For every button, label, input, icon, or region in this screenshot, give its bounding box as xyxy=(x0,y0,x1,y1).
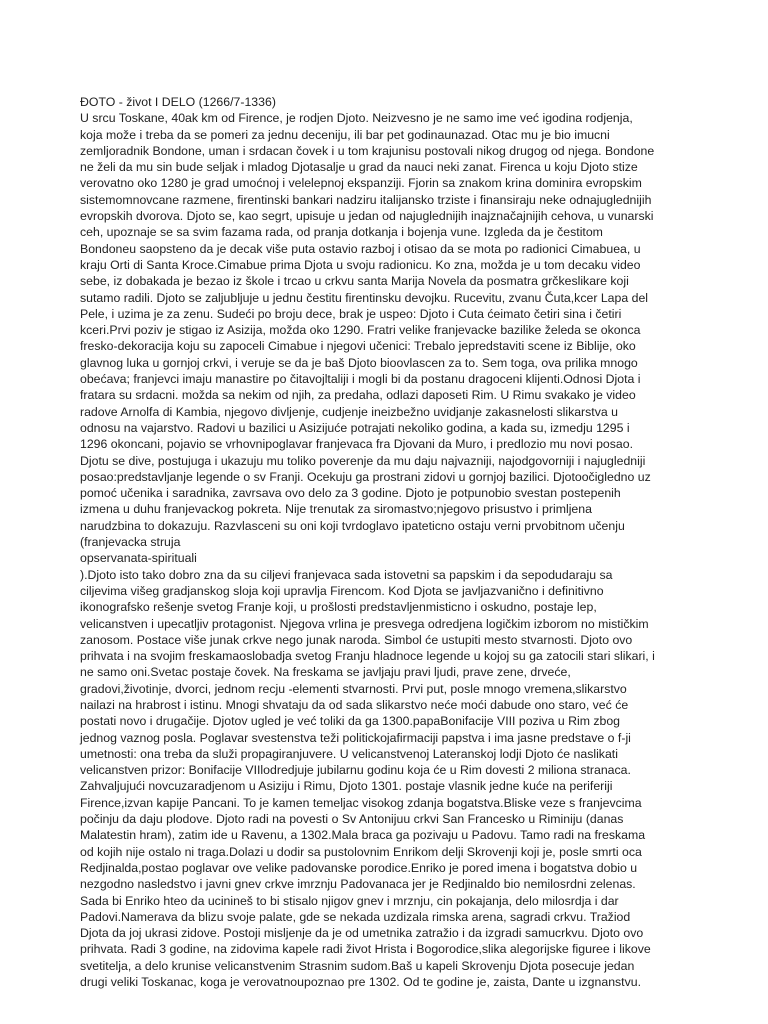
text-line: U srcu Toskane, 40ak km od Firence, je rodjen Djoto. Neizvesno je ne samo ime već igodina rodjenja, xyxy=(80,111,633,126)
text-line: nailazi na hrabrost i istinu. Mnogi shvataju da od sada slikarstvo neće moći dabude ono staro, već će xyxy=(80,697,629,712)
text-line: ceh, upoznaje se sa svim fazama rada, od pranja dotkanja i bojenja vune. Izgleda da je čestitom xyxy=(80,225,603,240)
text-line: Pele, i uzima je za zenu. Sudeći po broju dece, brak je uspeo: Djoto i Cuta ćeimato četiri sina i četiri xyxy=(80,306,622,321)
text-line: zemljoradnik Bondone, uman i srdacan čovek i u tom krajunisu postovali nikog drugog od njega. Bondone xyxy=(80,143,655,158)
text-line: velicanstven i upecatljiv protagonist. Njegova vrlina je presvega odredjena logičkim izborom no mističkim xyxy=(80,616,649,631)
text-line: velicanstven prizor: Bonifacije VIIlodredjuje jubilarnu godinu koja će u Rim dovesti 2 miliona stranaca. xyxy=(80,763,631,778)
text-line: sebe, iz dobakada je bezao iz škole i trcao u crkvu santa Marija Novela da posmatra grčkeslikare koji xyxy=(80,274,629,289)
text-line: Firence,izvan kapije Pancani. To je kamen temeljac visokog zdanja bogatstva.Bliske veze s franjevcima xyxy=(80,795,642,810)
text-line: kraju Orti di Santa Kroce.Cimabue prima Djota u svoju radionicu. Ko zna, možda je u tom decaku video xyxy=(80,257,641,272)
text-line: Zahvaljujući novcuzaradjenom u Asiziju i Rimu, Djoto 1301. postaje vlasnik jedne kuće na periferiji xyxy=(80,779,613,794)
document-title: ĐOTO - život I DELO (1266/7-1336) xyxy=(80,95,276,109)
text-line: opservanata-spirituali xyxy=(80,551,197,566)
text-line: izmena u duhu franjevackog pokreta. Nije trenutak za siromastvo;njegovo prisustvo i primljena xyxy=(80,502,592,517)
text-line: umetnosti: ona treba da služi propagiranjuvere. U velicanstvenoj Lateranskoj lodji Djoto će naslikati xyxy=(80,746,618,761)
text-line: gradovi,životinje, dvorci, jednom recju -elementi stvarnosti. Prvi put, posle mnogo vremena,slikarstvo xyxy=(80,681,627,696)
text-line: Bondoneu saopsteno da je decak više puta ostavio razboj i otisao da se mota po radionici Cimabuea, u xyxy=(80,241,641,256)
text-line: svetitelja, a delo krunise velicanstvenim Strasnim sudom.Baš u kapeli Skrovenju Djota posecuje jedan xyxy=(80,958,635,973)
text-line: radove Arnolfa di Kambia, njegovo divljenje, cudjenje ineizbežno uvidjanje zakasnelosti slikarstva u xyxy=(80,404,618,419)
text-line: počinju da daju plodove. Djoto radi na povesti o Sv Antonijuu crkvi San Francesko u Riminiju (danas xyxy=(80,812,624,827)
text-line: postati novo i drugačije. Djotov ugled je već toliki da ga 1300.papaBonifacije VIII poziva u Rim zbog xyxy=(80,714,621,729)
text-line: prihvata i na svojim freskamaoslobadja svetog Franju hladnoce legende u kojoj su ga zatocili stari slikari, i xyxy=(80,649,655,664)
text-line: verovatno oko 1280 je grad umoćnoj i velelepnoj ekspanziji. Fjorin sa znakom krina dominira evropskim xyxy=(80,176,642,191)
text-line: Djotu se dive, postujuga i ukazuju mu toliko poverenje da mu daju najvazniji, najodgovorniji i najugledniji xyxy=(80,453,646,468)
text-line: koja može i treba da se pomeri za jednu deceniju, ili bar pet godinaunazad. Otac mu je bio imucni xyxy=(80,127,610,142)
text-line: Redjinalda,postao poglavar ove velike padovanske porodice.Enriko je pored imena i bogatstva dobio u xyxy=(80,860,638,875)
text-line: ne želi da mu sin bude seljak i mladog Djotasalje u grad da nauci neki zanat. Firenca u koju Djoto stize xyxy=(80,160,638,175)
text-line: Padovi.Namerava da blizu svoje palate, gde se nekada uzdizala rimska arena, sagradi crkvu. Tražiod xyxy=(80,909,631,924)
document-page xyxy=(80,94,680,990)
text-line: ).Djoto isto tako dobro zna da su ciljevi franjevaca sada istovetni sa papskim i da sepodudaraju sa xyxy=(80,567,613,582)
text-line: kceri.Prvi poziv je stigao iz Asizija, možda oko 1290. Fratri velike franjevacke bazilike želeda se okonca xyxy=(80,323,641,338)
text-line: ne samo oni.Svetac postaje čovek. Na freskama se javljaju pravi ljudi, prave zene, drveće, xyxy=(80,665,571,680)
text-line: jednog vaznog posla. Poglavar svestenstva teži politickojafirmaciji papstva i ima jasne predstave o f-ji xyxy=(80,730,631,745)
text-line: obećava; franjevci imaju manastire po čitavojltaliji i mogli bi da postanu dragoceni klijenti.Odnosi Djota i xyxy=(80,372,641,387)
text-line: posao:predstavljanje legende o sv Franji. Ocekuju ga prostrani zidovi u gornjoj bazilici. Djotoočigledno uz xyxy=(80,469,651,484)
text-line: drugi veliki Toskanac, koga je verovatnoupoznao pre 1302. Od te godine je, zaista, Dante u izgnanstvu. xyxy=(80,975,642,990)
text-line: glavnog luka u gornjoj crkvi, i veruje se da je baš Djoto bioovlascen za to. Sem toga, ova prilika mnogo xyxy=(80,355,638,370)
text-line: nezgodno nasledstvo i javni gnev crkve imrznju Padovanaca jer je Redjinaldo bio nemilosrdni zelenas. xyxy=(80,877,636,892)
text-line: prihvata. Radi 3 godine, na zidovima kapele radi život Hrista i Bogorodice,slika alegorijske figuree i likove xyxy=(80,942,651,957)
text-line: 1296 okoncani, pojavio se vrhovnipoglavar franjevaca fra Djovani da Muro, i predlozio mu novi posao. xyxy=(80,437,633,452)
text-line: Malatestin hram), zatim ide u Ravenu, a 1302.Mala braca ga pozivaju u Padovu. Tamo radi na freskama xyxy=(80,828,646,843)
text-line: ciljevima višeg gradjanskog sloja koji upravlja Firencom. Kod Djota se javljazvanično i definitivno xyxy=(80,583,604,598)
text-line: (franjevacka struja xyxy=(80,535,181,550)
text-line: narudzbina to dokazuju. Razvlasceni su oni koji tvrdoglavo ipateticno ostaju verni prvobitnom učenju xyxy=(80,518,625,533)
text-line: fresko-dekoracija koju su zapoceli Cimabue i njegovi učenici: Trebalo jepredstaviti scene iz Biblije, oko xyxy=(80,339,636,354)
text-line: fratara su srdacni. možda sa nekim od njih, za predaha, odlazi daposeti Rim. U Rimu svakako je video xyxy=(80,388,636,403)
text-line: Sada bi Enriko hteo da ucinineš to bi stisalo njigov gnev i mrznju, cin pokajanja, delo milosrdja i dar xyxy=(80,893,619,908)
text-line: sutamo radili. Djoto se zaljubljuje u jednu čestitu firentinsku devojku. Rucevitu, zvanu Čuta,kcer Lapa del xyxy=(80,290,649,305)
text-line: ikonografsko rešenje svetog Franje koji, u prošlosti predstavljenmisticno i oskudno, postaje lep, xyxy=(80,600,597,615)
text-line: evropskih dvorova. Djoto se, kao segrt, upisuje u jedan od najuglednijih inajznačajnijih cehova, u vunarski xyxy=(80,209,654,224)
text-line: odnosu na vajarstvo. Radovi u bazilici u Asizijuće potrajati nekoliko godina, a kada su, izmedju 1295 i xyxy=(80,420,630,435)
document-body xyxy=(80,110,680,990)
text-line: Djota da joj ukrasi zidove. Postoji misljenje da je od umetnika zatražio i da izgradi samucrkvu. Djoto ovo xyxy=(80,926,644,941)
text-line: zanosom. Postace više junak crkve nego junak naroda. Simbol će ustupiti mesto stvarnosti. Djoto ovo xyxy=(80,632,633,647)
text-line: od kojih nije ostalo ni traga.Dolazi u dodir sa pustolovnim Enrikom delji Skrovenji koji je, posle smrti oca xyxy=(80,844,642,859)
text-line: sistemomnovcane razmene, firentinski bankari nadziru italijansko trziste i finansiraju neke odnajuglednijih xyxy=(80,192,652,207)
text-line: pomoć učenika i saradnika, zavrsava ovo delo za 3 godine. Djoto je potpunobio svestan postepenih xyxy=(80,486,621,501)
